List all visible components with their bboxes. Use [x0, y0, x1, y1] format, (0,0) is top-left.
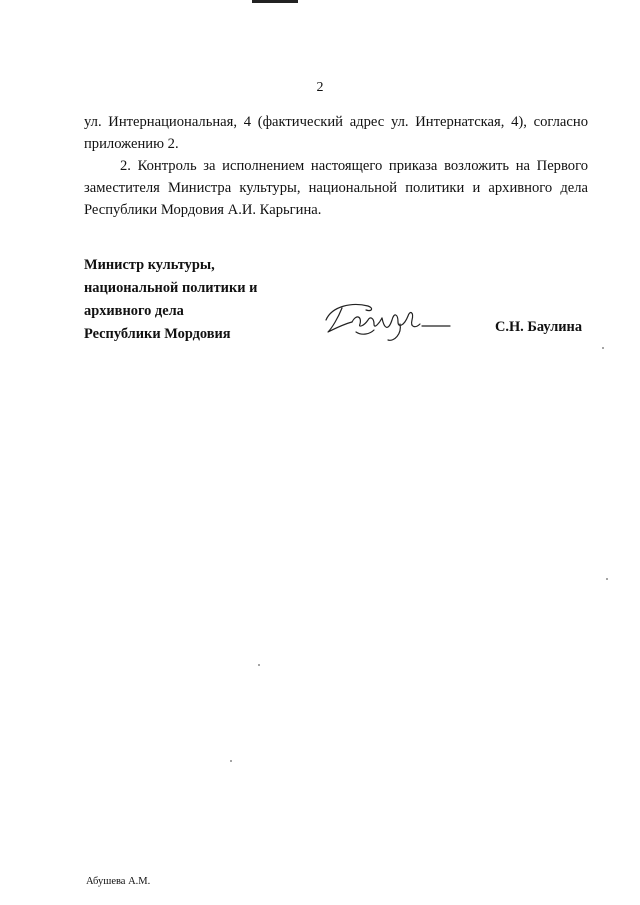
position-line-1: Министр культуры, — [84, 257, 215, 273]
body-text — [84, 111, 588, 221]
position-line-2: национальной политики и — [84, 280, 258, 296]
paragraph-continuation: ул. Интернациональная, 4 (фактический адрес ул. Интернатская, 4), согласно приложению 2. — [84, 114, 588, 152]
scan-speck — [258, 664, 260, 666]
signatory-position — [84, 254, 257, 346]
signer-name: С.Н. Баулина — [495, 319, 583, 335]
position-line-3: архивного дела — [84, 303, 184, 319]
scan-speck — [602, 347, 604, 349]
position-line-4: Республики Мордовия — [84, 326, 231, 342]
handwritten-signature — [322, 298, 452, 346]
scan-speck — [606, 578, 608, 580]
executor-name: Абушева А.М. — [86, 876, 151, 887]
page-number: 2 — [316, 80, 324, 95]
top-edge-mark — [252, 0, 298, 3]
scan-speck — [230, 760, 232, 762]
paragraph-item-2: 2. Контроль за исполнением настоящего приказа возложить на Первого заместителя Министра культуры, национальной политики и архивного дела Республики Мордовия А.И. Карьгина. — [84, 158, 588, 218]
